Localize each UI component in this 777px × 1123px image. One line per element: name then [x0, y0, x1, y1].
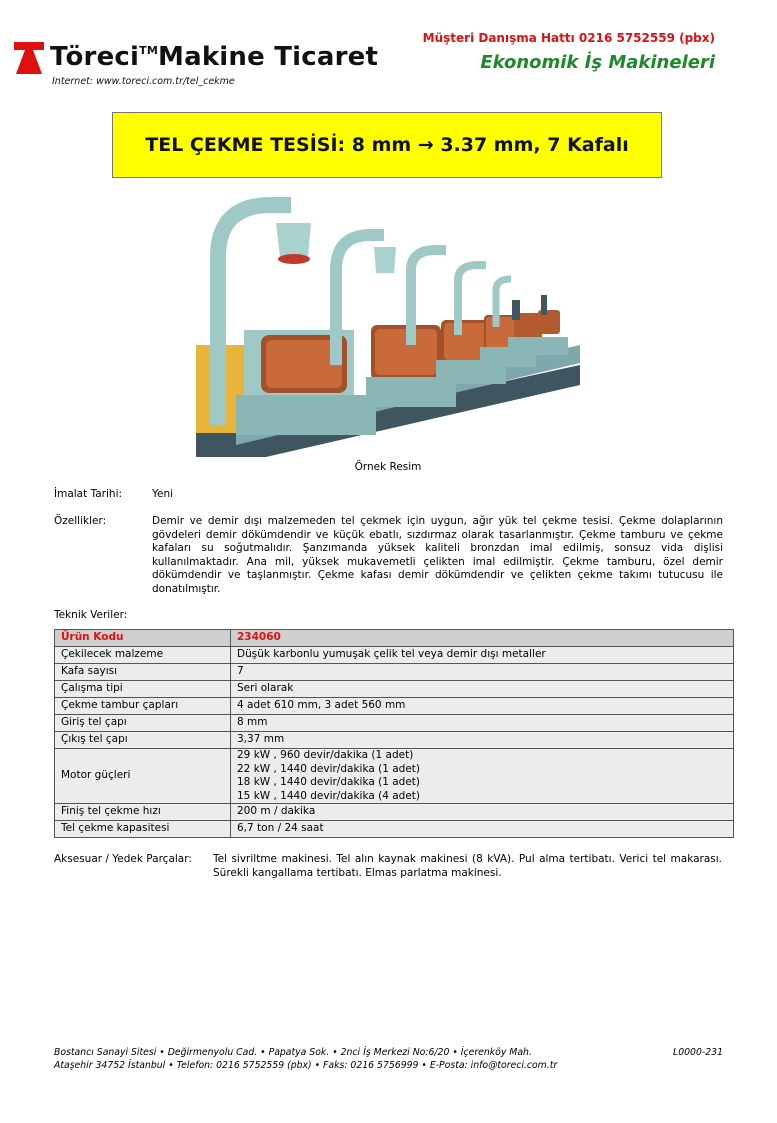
manufacture-value: Yeni: [152, 488, 174, 500]
table-row: [55, 821, 734, 838]
spec-label: Çekme tambur çapları: [55, 698, 231, 715]
spec-value-line: 15 kW , 1440 devir/dakika (4 adet): [237, 789, 420, 802]
spec-value-line: 6,7 ton / 24 saat: [237, 822, 324, 835]
table-header-row: [55, 630, 734, 647]
spec-value: [231, 715, 734, 732]
spec-label: Çalışma tipi: [55, 681, 231, 698]
trademark: TM: [139, 44, 158, 57]
features-label: Özellikler:: [54, 515, 107, 527]
accessories-text: Tel sivriltme makinesi. Tel alın kaynak makinesi (8 kVA). Pul alma tertibatı. Verici tel makarası. Sürekli kangallama tertibatı. Elmas parlatma makinesi.: [213, 853, 722, 879]
table-row: [55, 732, 734, 749]
spec-table: [54, 629, 734, 838]
tech-data-label: Teknik Veriler:: [54, 609, 128, 621]
company-name: Töreci™Makine Ticaret: [50, 42, 379, 72]
product-code-value: 234060: [231, 630, 734, 647]
page-title: TEL ÇEKME TESİSİ: 8 mm → 3.37 mm, 7 Kafalı: [145, 134, 629, 156]
table-row: [55, 749, 734, 804]
spec-value-line: 200 m / dakika: [237, 805, 316, 818]
website-url[interactable]: Internet: www.toreci.com.tr/tel_cekme: [52, 76, 235, 87]
document-code: L0000-231: [673, 1047, 723, 1058]
spec-value-line: 22 kW , 1440 devir/dakika (1 adet): [237, 762, 420, 775]
spec-value: [231, 732, 734, 749]
accessories-label: Aksesuar / Yedek Parçalar:: [54, 853, 192, 865]
spec-value-line: 3,37 mm: [237, 733, 285, 746]
spec-value: [231, 698, 734, 715]
machine-photo: [196, 195, 580, 460]
product-code-label: Ürün Kodu: [55, 630, 231, 647]
customer-hotline: Müşteri Danışma Hattı 0216 5752559 (pbx): [422, 31, 715, 45]
footer-address: Bostancı Sanayi Sitesi • Değirmenyolu Cad. • Papatya Sok. • 2nci İş Merkezi No:6/20 • İçerenköy Mah.: [54, 1047, 532, 1058]
table-row: [55, 647, 734, 664]
manufacture-label: İmalat Tarihi:: [54, 488, 123, 500]
spec-value: [231, 749, 734, 804]
spec-value-line: 29 kW , 960 devir/dakika (1 adet): [237, 749, 414, 761]
slogan: Ekonomik İş Makineleri: [480, 52, 715, 73]
spec-value-line: 18 kW , 1440 devir/dakika (1 adet): [237, 776, 420, 788]
spec-value: [231, 664, 734, 681]
spec-label: Tel çekme kapasitesi: [55, 821, 231, 838]
spec-value: [231, 647, 734, 664]
spec-value-line: Seri olarak: [237, 682, 294, 695]
table-row: [55, 664, 734, 681]
title-box: [112, 112, 662, 178]
spec-value-line: Düşük karbonlu yumuşak çelik tel veya demir dışı metaller: [237, 648, 546, 661]
spec-value-line: 7: [237, 665, 244, 678]
table-row: [55, 804, 734, 821]
spec-label: Motor güçleri: [55, 749, 231, 804]
company-logo-icon: [14, 42, 44, 74]
spec-label: Kafa sayısı: [55, 664, 231, 681]
spec-value: [231, 821, 734, 838]
spec-value-line: 4 adet 610 mm, 3 adet 560 mm: [237, 699, 406, 712]
spec-label: Çıkış tel çapı: [55, 732, 231, 749]
spec-value: [231, 804, 734, 821]
footer-contact: Ataşehir 34752 İstanbul • Telefon: 0216 5752559 (pbx) • Faks: 0216 5756999 • E-Posta: info@toreci.com.tr: [54, 1060, 558, 1071]
table-row: [55, 715, 734, 732]
photo-caption: Örnek Resim: [354, 461, 422, 473]
spec-value: [231, 681, 734, 698]
features-text: Demir ve demir dışı malzemeden tel çekmek için uygun, ağır yük tel çekme tesisi. Çekme dolaplarının gövdeleri demir dökümdendir ve küçük ebatlı, sızdırmaz olarak tasarlanmıştır. Çekme tamburu ve çekme kafaları su soğutmalıdır. Şanzımanda yüksek kaliteli bronzdan imal edilmiş, sonsuz vida dişlisi kullanılmaktadır. Ana mil, yüksek mukavemetli çelikten imal edilmiştir. Çekme tamburu, özel demir dökümdendir ve taşlanmıştır. Çekme kafası demir dökümdendir ve çelikten çekme takımı tutucusu ile donatılmıştır.: [152, 515, 723, 595]
table-row: [55, 681, 734, 698]
spec-value-line: 8 mm: [237, 716, 268, 729]
spec-label: Çekilecek malzeme: [55, 647, 231, 664]
table-row: [55, 698, 734, 715]
spec-label: Finiş tel çekme hızı: [55, 804, 231, 821]
spec-label: Giriş tel çapı: [55, 715, 231, 732]
